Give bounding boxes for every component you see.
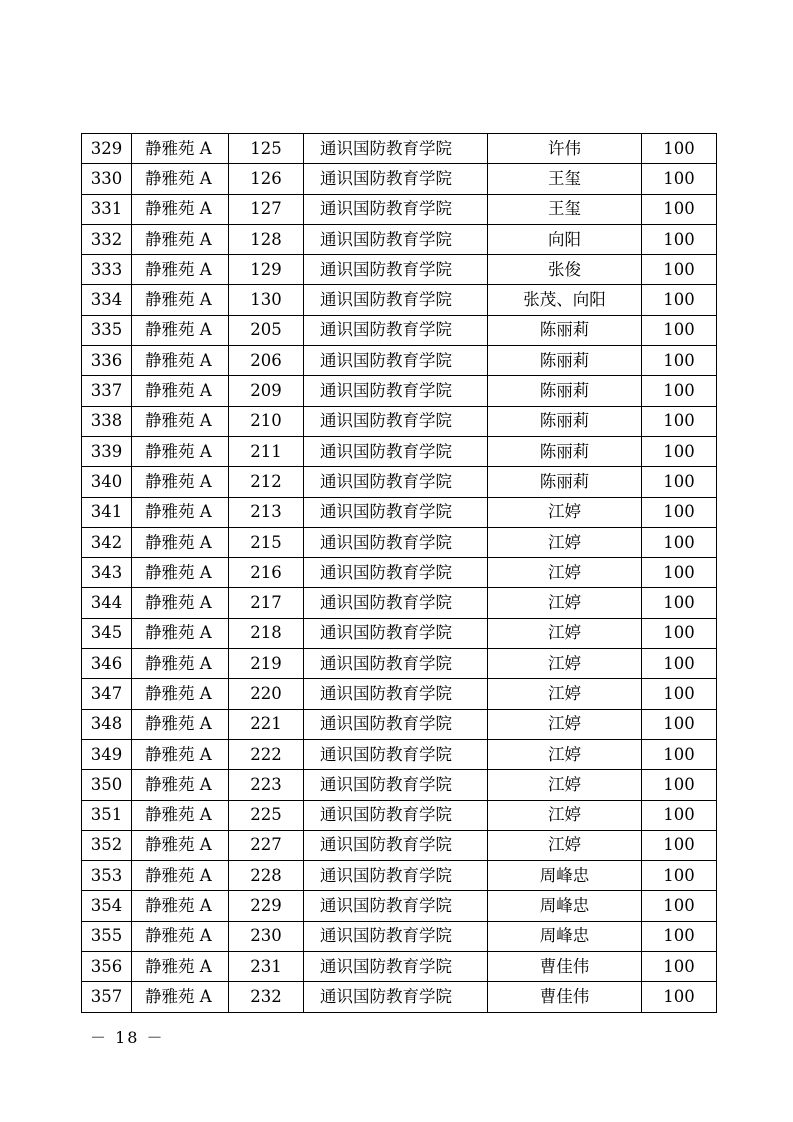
table-row [82, 618, 717, 648]
cell-college: 通识国防教育学院 [304, 194, 488, 224]
table-row [82, 436, 717, 466]
table-row [82, 830, 717, 860]
cell-building: 静雅苑 A [132, 709, 229, 739]
cell-room-number: 218 [229, 618, 304, 648]
table-row [82, 952, 717, 982]
cell-college: 通识国防教育学院 [304, 315, 488, 345]
cell-college: 通识国防教育学院 [304, 558, 488, 588]
cell-college: 通识国防教育学院 [304, 800, 488, 830]
cell-teacher: 王玺 [488, 194, 642, 224]
table-row [82, 406, 717, 436]
cell-teacher: 江婷 [488, 588, 642, 618]
cell-building: 静雅苑 A [132, 194, 229, 224]
cell-room-number: 219 [229, 649, 304, 679]
cell-room-number: 213 [229, 497, 304, 527]
cell-teacher: 陈丽莉 [488, 406, 642, 436]
cell-score: 100 [642, 558, 717, 588]
cell-college: 通识国防教育学院 [304, 224, 488, 254]
cell-college: 通识国防教育学院 [304, 618, 488, 648]
cell-college: 通识国防教育学院 [304, 861, 488, 891]
cell-serial-number: 329 [82, 134, 132, 164]
cell-teacher: 周峰忠 [488, 921, 642, 951]
cell-serial-number: 356 [82, 952, 132, 982]
cell-college: 通识国防教育学院 [304, 255, 488, 285]
cell-score: 100 [642, 588, 717, 618]
cell-building: 静雅苑 A [132, 527, 229, 557]
cell-teacher: 曹佳伟 [488, 952, 642, 982]
cell-score: 100 [642, 467, 717, 497]
cell-college: 通识国防教育学院 [304, 891, 488, 921]
cell-building: 静雅苑 A [132, 467, 229, 497]
cell-score: 100 [642, 346, 717, 376]
cell-serial-number: 338 [82, 406, 132, 436]
cell-teacher: 江婷 [488, 800, 642, 830]
cell-serial-number: 340 [82, 467, 132, 497]
cell-score: 100 [642, 982, 717, 1012]
cell-teacher: 江婷 [488, 649, 642, 679]
table-row [82, 709, 717, 739]
cell-score: 100 [642, 739, 717, 769]
table-row [82, 527, 717, 557]
cell-teacher: 陈丽莉 [488, 467, 642, 497]
table-row [82, 679, 717, 709]
cell-building: 静雅苑 A [132, 285, 229, 315]
cell-score: 100 [642, 770, 717, 800]
cell-serial-number: 354 [82, 891, 132, 921]
table-row [82, 497, 717, 527]
cell-score: 100 [642, 679, 717, 709]
cell-score: 100 [642, 406, 717, 436]
table-row [82, 861, 717, 891]
roster-table-body [82, 134, 717, 1013]
cell-room-number: 127 [229, 194, 304, 224]
cell-serial-number: 353 [82, 861, 132, 891]
cell-building: 静雅苑 A [132, 952, 229, 982]
cell-teacher: 江婷 [488, 558, 642, 588]
cell-building: 静雅苑 A [132, 679, 229, 709]
table-row [82, 921, 717, 951]
cell-teacher: 王玺 [488, 164, 642, 194]
cell-score: 100 [642, 376, 717, 406]
cell-college: 通识国防教育学院 [304, 346, 488, 376]
cell-teacher: 陈丽莉 [488, 346, 642, 376]
cell-room-number: 223 [229, 770, 304, 800]
cell-serial-number: 330 [82, 164, 132, 194]
cell-college: 通识国防教育学院 [304, 467, 488, 497]
cell-room-number: 130 [229, 285, 304, 315]
cell-college: 通识国防教育学院 [304, 739, 488, 769]
table-row [82, 770, 717, 800]
cell-teacher: 陈丽莉 [488, 315, 642, 345]
cell-score: 100 [642, 830, 717, 860]
cell-score: 100 [642, 952, 717, 982]
cell-college: 通识国防教育学院 [304, 527, 488, 557]
cell-building: 静雅苑 A [132, 891, 229, 921]
cell-serial-number: 341 [82, 497, 132, 527]
cell-building: 静雅苑 A [132, 255, 229, 285]
cell-college: 通识国防教育学院 [304, 164, 488, 194]
cell-serial-number: 337 [82, 376, 132, 406]
cell-room-number: 225 [229, 800, 304, 830]
table-row [82, 982, 717, 1012]
cell-teacher: 江婷 [488, 830, 642, 860]
cell-teacher: 江婷 [488, 739, 642, 769]
cell-room-number: 128 [229, 224, 304, 254]
cell-room-number: 228 [229, 861, 304, 891]
cell-college: 通识国防教育学院 [304, 709, 488, 739]
table-row [82, 224, 717, 254]
cell-college: 通识国防教育学院 [304, 588, 488, 618]
cell-serial-number: 333 [82, 255, 132, 285]
cell-serial-number: 339 [82, 436, 132, 466]
cell-score: 100 [642, 649, 717, 679]
table-row [82, 315, 717, 345]
cell-building: 静雅苑 A [132, 315, 229, 345]
cell-serial-number: 343 [82, 558, 132, 588]
cell-building: 静雅苑 A [132, 861, 229, 891]
cell-college: 通识国防教育学院 [304, 830, 488, 860]
cell-serial-number: 357 [82, 982, 132, 1012]
cell-college: 通识国防教育学院 [304, 921, 488, 951]
cell-room-number: 129 [229, 255, 304, 285]
cell-teacher: 江婷 [488, 679, 642, 709]
cell-college: 通识国防教育学院 [304, 436, 488, 466]
cell-room-number: 230 [229, 921, 304, 951]
cell-building: 静雅苑 A [132, 739, 229, 769]
cell-college: 通识国防教育学院 [304, 649, 488, 679]
cell-room-number: 206 [229, 346, 304, 376]
cell-serial-number: 355 [82, 921, 132, 951]
cell-room-number: 221 [229, 709, 304, 739]
cell-teacher: 向阳 [488, 224, 642, 254]
cell-room-number: 210 [229, 406, 304, 436]
cell-college: 通识国防教育学院 [304, 406, 488, 436]
cell-college: 通识国防教育学院 [304, 952, 488, 982]
table-row [82, 649, 717, 679]
cell-room-number: 232 [229, 982, 304, 1012]
cell-building: 静雅苑 A [132, 436, 229, 466]
cell-serial-number: 351 [82, 800, 132, 830]
cell-teacher: 江婷 [488, 770, 642, 800]
cell-building: 静雅苑 A [132, 921, 229, 951]
cell-room-number: 217 [229, 588, 304, 618]
cell-score: 100 [642, 285, 717, 315]
table-row [82, 467, 717, 497]
cell-serial-number: 345 [82, 618, 132, 648]
cell-score: 100 [642, 134, 717, 164]
cell-building: 静雅苑 A [132, 830, 229, 860]
cell-serial-number: 331 [82, 194, 132, 224]
cell-serial-number: 350 [82, 770, 132, 800]
cell-college: 通识国防教育学院 [304, 679, 488, 709]
cell-serial-number: 349 [82, 739, 132, 769]
table-row [82, 285, 717, 315]
cell-score: 100 [642, 618, 717, 648]
cell-college: 通识国防教育学院 [304, 134, 488, 164]
cell-serial-number: 336 [82, 346, 132, 376]
cell-serial-number: 332 [82, 224, 132, 254]
table-row [82, 739, 717, 769]
table-row [82, 255, 717, 285]
cell-room-number: 222 [229, 739, 304, 769]
table-row [82, 376, 717, 406]
table-row [82, 194, 717, 224]
table-row [82, 891, 717, 921]
cell-score: 100 [642, 255, 717, 285]
cell-college: 通识国防教育学院 [304, 497, 488, 527]
cell-room-number: 216 [229, 558, 304, 588]
table-row [82, 800, 717, 830]
roster-table [81, 133, 717, 1013]
cell-building: 静雅苑 A [132, 224, 229, 254]
cell-score: 100 [642, 861, 717, 891]
cell-room-number: 215 [229, 527, 304, 557]
cell-score: 100 [642, 800, 717, 830]
cell-college: 通识国防教育学院 [304, 982, 488, 1012]
cell-room-number: 231 [229, 952, 304, 982]
cell-building: 静雅苑 A [132, 497, 229, 527]
cell-score: 100 [642, 315, 717, 345]
table-row [82, 558, 717, 588]
cell-serial-number: 348 [82, 709, 132, 739]
cell-building: 静雅苑 A [132, 134, 229, 164]
cell-building: 静雅苑 A [132, 770, 229, 800]
cell-serial-number: 334 [82, 285, 132, 315]
cell-serial-number: 344 [82, 588, 132, 618]
cell-score: 100 [642, 164, 717, 194]
cell-building: 静雅苑 A [132, 800, 229, 830]
cell-teacher: 江婷 [488, 709, 642, 739]
table-row [82, 346, 717, 376]
cell-room-number: 211 [229, 436, 304, 466]
cell-room-number: 220 [229, 679, 304, 709]
cell-building: 静雅苑 A [132, 346, 229, 376]
cell-college: 通识国防教育学院 [304, 285, 488, 315]
page-number: － 18 － [90, 1028, 165, 1047]
cell-building: 静雅苑 A [132, 558, 229, 588]
cell-college: 通识国防教育学院 [304, 376, 488, 406]
cell-score: 100 [642, 709, 717, 739]
cell-room-number: 125 [229, 134, 304, 164]
cell-serial-number: 346 [82, 649, 132, 679]
cell-room-number: 126 [229, 164, 304, 194]
cell-score: 100 [642, 194, 717, 224]
cell-score: 100 [642, 497, 717, 527]
cell-serial-number: 335 [82, 315, 132, 345]
cell-teacher: 陈丽莉 [488, 376, 642, 406]
cell-score: 100 [642, 891, 717, 921]
cell-building: 静雅苑 A [132, 618, 229, 648]
cell-building: 静雅苑 A [132, 588, 229, 618]
cell-building: 静雅苑 A [132, 649, 229, 679]
cell-room-number: 212 [229, 467, 304, 497]
cell-teacher: 曹佳伟 [488, 982, 642, 1012]
cell-score: 100 [642, 921, 717, 951]
cell-building: 静雅苑 A [132, 376, 229, 406]
cell-college: 通识国防教育学院 [304, 770, 488, 800]
table-row [82, 134, 717, 164]
cell-teacher: 张茂、向阳 [488, 285, 642, 315]
cell-teacher: 张俊 [488, 255, 642, 285]
cell-room-number: 205 [229, 315, 304, 345]
cell-teacher: 江婷 [488, 618, 642, 648]
cell-teacher: 周峰忠 [488, 861, 642, 891]
cell-building: 静雅苑 A [132, 164, 229, 194]
cell-room-number: 227 [229, 830, 304, 860]
cell-serial-number: 347 [82, 679, 132, 709]
cell-teacher: 周峰忠 [488, 891, 642, 921]
cell-serial-number: 352 [82, 830, 132, 860]
cell-room-number: 229 [229, 891, 304, 921]
cell-teacher: 江婷 [488, 527, 642, 557]
table-row [82, 164, 717, 194]
cell-score: 100 [642, 436, 717, 466]
table-row [82, 588, 717, 618]
cell-teacher: 陈丽莉 [488, 436, 642, 466]
cell-serial-number: 342 [82, 527, 132, 557]
cell-building: 静雅苑 A [132, 406, 229, 436]
cell-building: 静雅苑 A [132, 982, 229, 1012]
cell-score: 100 [642, 224, 717, 254]
cell-teacher: 许伟 [488, 134, 642, 164]
cell-teacher: 江婷 [488, 497, 642, 527]
cell-room-number: 209 [229, 376, 304, 406]
cell-score: 100 [642, 527, 717, 557]
